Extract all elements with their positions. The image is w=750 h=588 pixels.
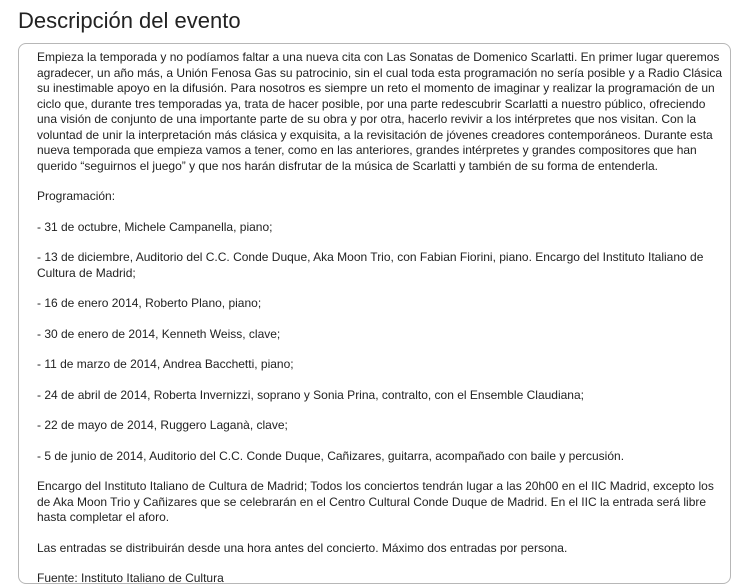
program-item: - 31 de octubre, Michele Campanella, piano;	[37, 219, 273, 234]
program-item: - 11 de marzo de 2014, Andrea Bacchetti, piano;	[37, 357, 294, 371]
program-item: - 30 de enero de 2014, Kenneth Weiss, clave;	[37, 326, 281, 341]
page-title: Descripción del evento	[18, 8, 241, 33]
event-description-text	[37, 50, 723, 587]
intro-paragraph: Empieza la temporada y no podíamos faltar a una nueva cita con Las Sonatas de Domenico Scarlatti. En primer lugar queremos agradecer, un año más, a Unión Fenosa Gas su patrocinio, sin el cual toda esta programación no sería posible y a Radio Clásica su inestimable apoyo en la difusión. Para nosotros es siempre un reto el momento de imaginar y realizar la programación de un ciclo que, durante tres temporadas ya, trata de hacer posible, por una parte redescubrir Scarlatti a nuestro público, ofreciendo una visión de conjunto de una importante parte de su obra y por otra, hacerlo revivir a los intérpretes que nos visitan. Con la voluntad de unir la interpretación más clásica y exquisita, a la revisitación de jóvenes creadores contemporáneos. Durante esta nueva temporada que empieza vamos a tener, como en las anteriores, grandes intérpretes y grandes compositores que han querido “seguirnos el juego” y que nos harán disfrutar de la música de Scarlatti y también de su forma de entenderla.	[37, 50, 723, 173]
tickets-paragraph: Las entradas se distribuirán desde una hora antes del concierto. Máximo dos entradas por persona.	[37, 540, 568, 555]
program-heading: Programación:	[37, 189, 116, 203]
program-item: - 16 de enero 2014, Roberto Plano, piano;	[37, 296, 262, 310]
notes-paragraph: Encargo del Instituto Italiano de Cultura de Madrid; Todos los conciertos tendrán lugar a las 20h00 en el IIC Madrid, excepto los de Aka Moon Trio y Cañizares que se celebrarán en el Centro Cultural Conde Duque de Madrid. En el IIC la entrada será libre hasta completar el aforo.	[37, 479, 714, 524]
program-item: - 5 de junio de 2014, Auditorio del C.C. Conde Duque, Cañizares, guitarra, acompañado con baile y percusión.	[37, 448, 625, 463]
program-item: - 13 de diciembre, Auditorio del C.C. Conde Duque, Aka Moon Trio, con Fabian Fiorini, piano. Encargo del Instituto Italiano de Cultura de Madrid;	[37, 250, 704, 280]
source-paragraph: Fuente: Instituto Italiano de Cultura	[37, 571, 224, 585]
program-item: - 24 de abril de 2014, Roberta Invernizzi, soprano y Sonia Prina, contralto, con el Ensemble Claudiana;	[37, 387, 584, 402]
program-item: - 22 de mayo de 2014, Ruggero Laganà, clave;	[37, 418, 288, 432]
event-description-box	[18, 43, 731, 584]
